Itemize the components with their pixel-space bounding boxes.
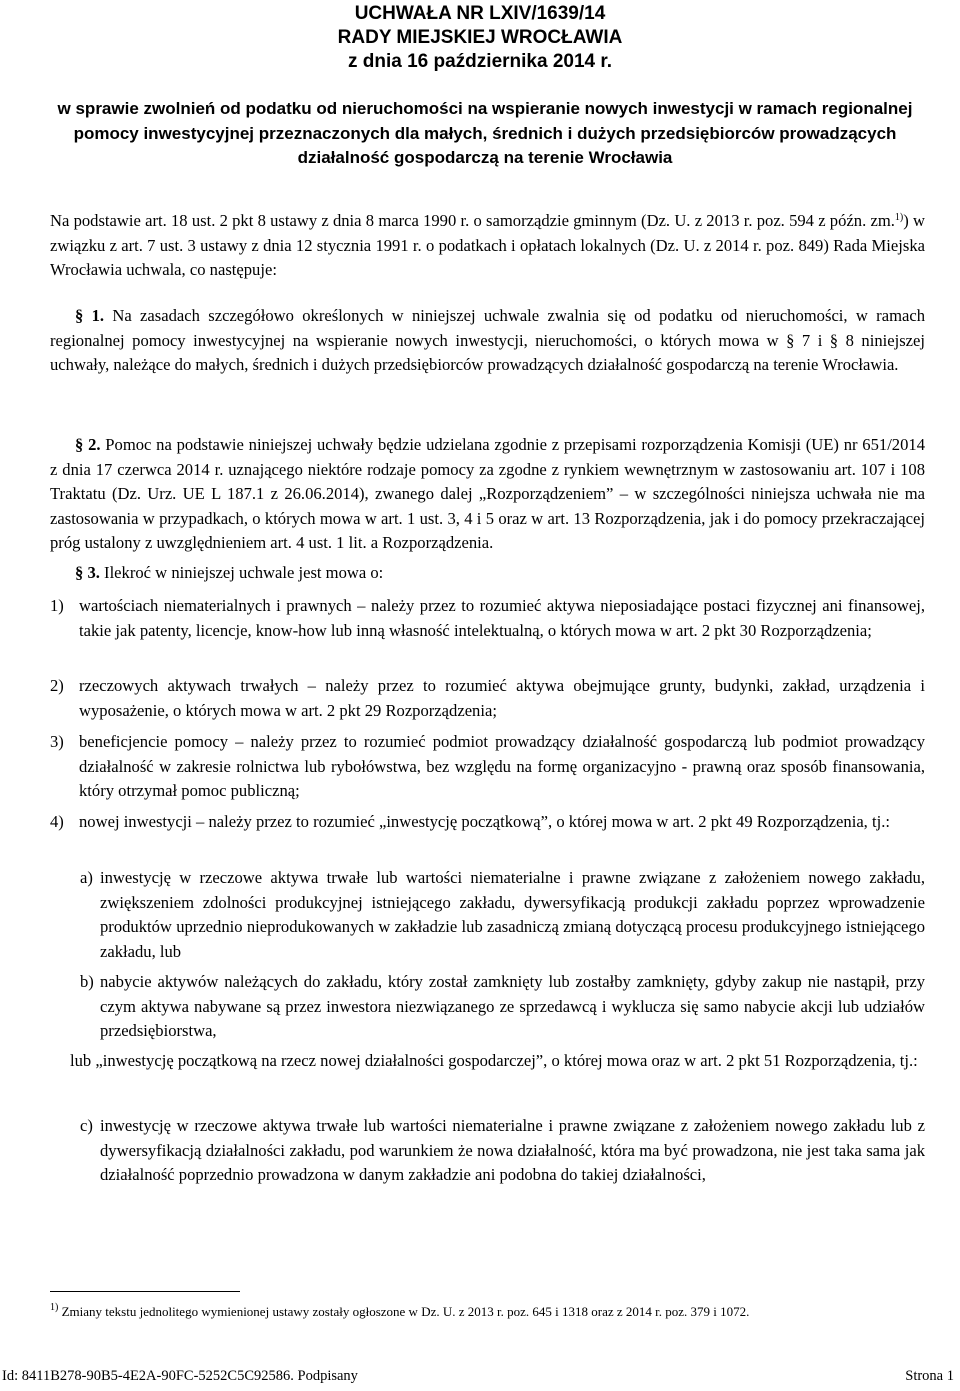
footnote-reference: 1)	[894, 212, 904, 223]
subitem	[80, 1114, 925, 1188]
subitem-text: nabycie aktywów należących do zakładu, który został zamknięty lub zostałby zamknięty, gdyby zakup nie nastąpił, przy czym aktywa nabywane są przez inwestora niezwiązanego ze sprzedawcą i wyklucza się samo nabycie akcji lub udziałów przedsiębiorstwa,	[100, 972, 925, 1040]
subitem	[80, 866, 925, 964]
footnote	[50, 1303, 749, 1321]
footnote-text: Zmiany tekstu jednolitego wymienionej ustawy zostały ogłoszone w Dz. U. z 2013 r. poz. 645 i 1318 oraz z 2014 r. poz. 379 i 1072.	[61, 1304, 750, 1319]
section-2	[50, 433, 925, 556]
preamble	[50, 209, 925, 283]
section-number: § 3.	[75, 563, 100, 582]
definition-label: 4)	[50, 812, 64, 831]
section-number: § 1.	[75, 306, 105, 325]
section-3	[50, 561, 925, 586]
subitem-label: a)	[80, 868, 93, 887]
definition-text: beneficjencie pomocy – należy przez to rozumieć podmiot prowadzący działalność gospodarczą lub podmiot prowadzący działalność w zakresie rolnictwa lub rybołówstwa, bez względu na formę organizacyjno - prawną oraz sposób finansowania, który otrzymał pomoc publiczną;	[79, 732, 925, 800]
connector-paragraph: lub „inwestycję początkową na rzecz nowej działalności gospodarczej”, o której mowa oraz w art. 2 pkt 51 Rozporządzenia, tj.:	[70, 1051, 918, 1070]
subitem-label: c)	[80, 1116, 93, 1135]
definition-label: 3)	[50, 732, 64, 751]
footnote-marker: 1)	[50, 1302, 59, 1313]
subitem-text: inwestycję w rzeczowe aktywa trwałe lub wartości niematerialne i prawne związane z założeniem nowego zakładu lub z dywersyfikacją działalności zakładu, pod warunkiem że nowa działalność, która ma być prowadzona, nie jest taka sama jak działalność poprzednio prowadzona w danym zakładzie ani podobna do takiej działalności,	[100, 1116, 925, 1184]
definition-item	[50, 674, 925, 723]
section-text: Na zasadach szczegółowo określonych w niniejszej uchwale zwalnia się od podatku od nieruchomości, w ramach regionalnej pomocy inwestycyjnej na wspieranie nowych inwestycji, nieruchomości, o których mowa w § 7 i § 8 niniejszej uchwały, należące do małych, średnich i dużych przedsiębiorców prowadzących działalność gospodarczą na terenie Wrocławia.	[50, 306, 926, 374]
council-name: RADY MIEJSKIEJ WROCŁAWIA	[337, 27, 623, 48]
preamble-text-after: ) w związku z art. 7 ust. 3 ustawy z dnia 12 stycznia 1991 r. o podatkach i opłatach lokalnych (Dz. U. z 2014 r. poz. 849) Rada Miejska Wrocławia uchwala, co następuje:	[50, 211, 925, 279]
section-text: Ilekroć w niniejszej uchwale jest mowa o:	[104, 563, 384, 582]
subitem-text: inwestycję w rzeczowe aktywa trwałe lub wartości niematerialne i prawne związane z założeniem nowego zakładu, zwiększeniem zdolności produkcyjnej istniejącego zakładu, dywersyfikacją produkcji zakładu poprzez wprowadzenie produktów uprzednio nieprodukowanych w zakładzie lub zasadniczą zmianą dotyczącą procesu produkcyjnego istniejącego zakładu, lub	[100, 868, 925, 961]
section-number: § 2.	[75, 435, 101, 454]
resolution-subject: w sprawie zwolnień od podatku od nieruchomości na wspieranie nowych inwestycji w ramach regionalnej pomocy inwestycyjnej przeznaczonych dla małych, średnich i dużych przedsiębiorców prowadzących działalność gospodarczą na terenie Wrocławia	[57, 99, 913, 167]
definition-item	[50, 594, 925, 643]
definition-item	[50, 810, 925, 835]
preamble-text-before: Na podstawie art. 18 ust. 2 pkt 8 ustawy z dnia 8 marca 1990 r. o samorządzie gminnym (Dz. U. z 2013 r. poz. 594 z późn. zm.	[50, 211, 895, 230]
page-number: Strona 1	[905, 1368, 954, 1384]
document-id: Id: 8411B278-90B5-4E2A-90FC-5252C5C92586. Podpisany	[2, 1368, 358, 1384]
resolution-date: z dnia 16 października 2014 r.	[347, 51, 612, 72]
definition-item	[50, 730, 925, 804]
subitem	[80, 970, 925, 1044]
definition-label: 2)	[50, 676, 64, 695]
resolution-number: UCHWAŁA NR LXIV/1639/14	[354, 3, 606, 24]
definition-label: 1)	[50, 596, 64, 615]
footnote-separator	[50, 1291, 240, 1292]
section-text: Pomoc na podstawie niniejszej uchwały będzie udzielana zgodnie z przepisami rozporządzenia Komisji (UE) nr 651/2014 z dnia 17 czerwca 2014 r. uznającego niektóre rodzaje pomocy za zgodne z rynkiem wewnętrznym w zastosowaniu art. 107 i 108 Traktatu (Dz. Urz. UE L 187.1 z 26.06.2014), zwanego dalej „Rozporządzeniem” – w szczególności niniejsza uchwała nie ma zastosowania w przypadkach, o których mowa w art. 1 ust. 3, 4 i 5 oraz w art. 13 Rozporządzenia, jak i do pomocy przekraczającej próg ustalony z uwzględnieniem art. 4 ust. 1 lit. a Rozporządzenia.	[50, 435, 925, 552]
section-1	[50, 304, 925, 378]
definition-text: rzeczowych aktywach trwałych – należy przez to rozumieć aktywa obejmujące grunty, budynki, zakład, urządzenia i wyposażenie, o których mowa w art. 2 pkt 29 Rozporządzenia;	[79, 676, 925, 720]
definition-text: nowej inwestycji – należy przez to rozumieć „inwestycję początkową”, o której mowa w art. 2 pkt 49 Rozporządzenia, tj.:	[79, 812, 890, 831]
subitem-label: b)	[80, 972, 94, 991]
definition-text: wartościach niematerialnych i prawnych – należy przez to rozumieć aktywa nieposiadające postaci fizycznej ani finansowej, takie jak patenty, licencje, know-how lub inną własność intelektualną, o których mowa w art. 2 pkt 30 Rozporządzenia;	[79, 596, 925, 640]
